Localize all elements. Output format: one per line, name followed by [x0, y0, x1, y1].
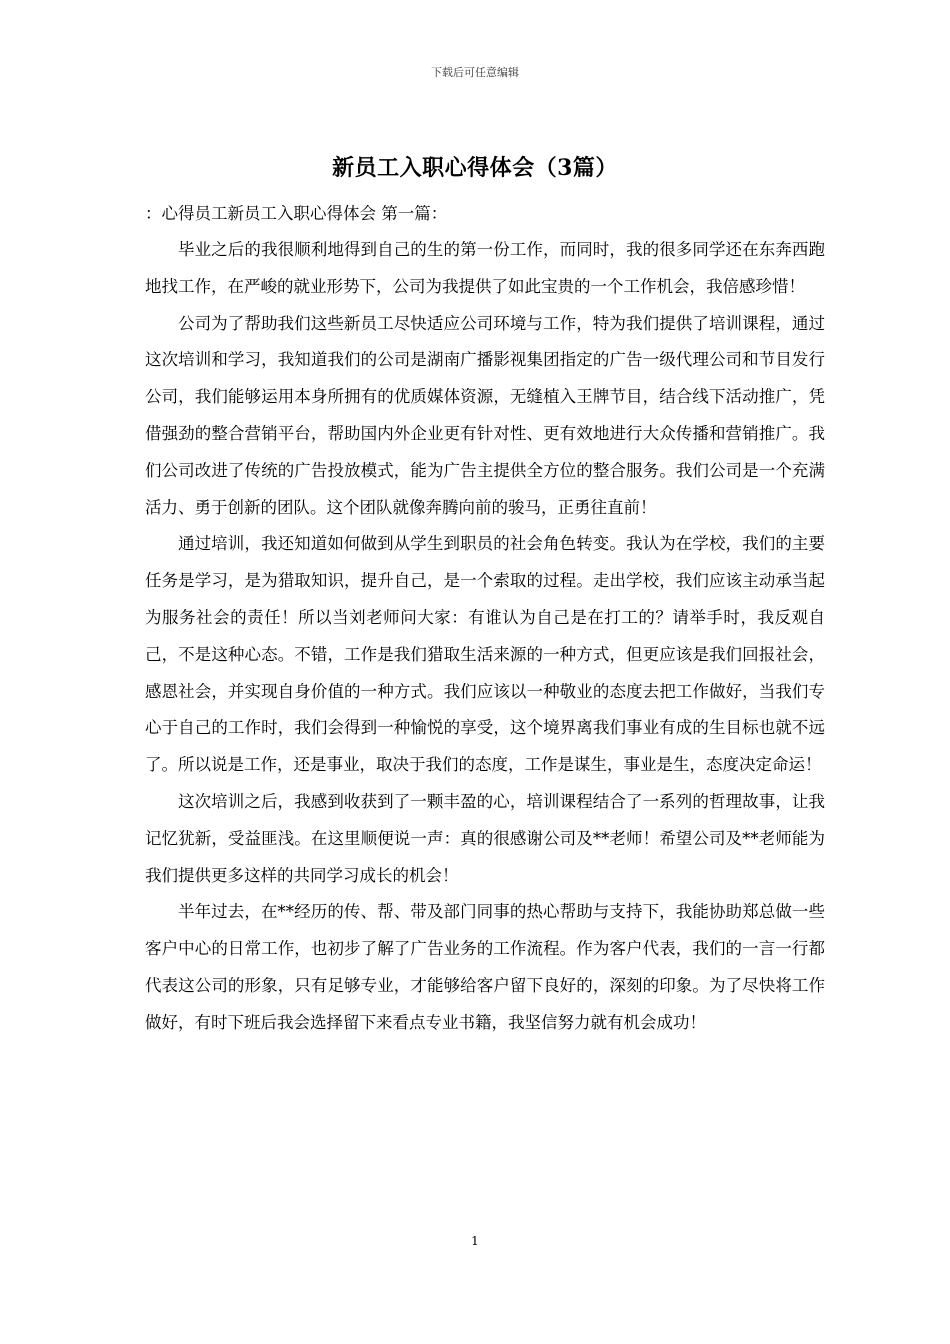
document-title: 新员工入职心得体会（3篇）	[332, 155, 618, 181]
paragraph-3: 通过培训，我还知道如何做到从学生到职员的社会角色转变。我认为在学校，我们的主要任务是学习，是为猎取知识，提升自己，是一个索取的过程。走出学校，我们应该主动承当起为服务社会的责任！所以当刘老师问大家：有谁认为自己是在打工的？请举手时，我反观自己，不是这种心态。不错，工作是我们猎取生活来源的一种方式，但更应该是我们回报社会，感恩社会，并实现自身价值的一种方式。我们应该以一种敬业的态度去把工作做好，当我们专心于自己的工作时，我们会得到一种愉悦的享受，这个境界离我们事业有成的生目标也就不远了。所以说是工作，还是事业，取决于我们的态度，工作是谋生，事业是生，态度决定命运！	[145, 534, 825, 775]
paragraph-2: 公司为了帮助我们这些新员工尽快适应公司环境与工作，特为我们提供了培训课程，通过这次培训和学习，我知道我们的公司是湖南广播影视集团指定的广告一级代理公司和节目发行公司，我们能够运用本身所拥有的优质媒体资源，无缝植入王牌节目，结合线下活动推广，凭借强劲的整合营销平台，帮助国内外企业更有针对性、更有效地进行大众传播和营销推广。我们公司改进了传统的广告投放模式，能为广告主提供全方位的整合服务。我们公司是一个充满活力、勇于创新的团队。这个团队就像奔腾向前的骏马，正勇往直前！	[145, 313, 825, 517]
paragraph-1: 毕业之后的我很顺利地得到自己的生的第一份工作，而同时，我的很多同学还在东奔西跑地找工作，在严峻的就业形势下，公司为我提供了如此宝贵的一个工作机会，我倍感珍惜！	[145, 240, 825, 296]
page-number: 1	[471, 1234, 479, 1248]
document-body	[145, 196, 825, 1042]
paragraph-4: 这次培训之后，我感到收获到了一颗丰盈的心，培训课程结合了一系列的哲理故事，让我记忆犹新，受益匪浅。在这里顺便说一声：真的很感谢公司及**老师！希望公司及**老师能为我们提供更多这样的共同学习成长的机会！	[145, 791, 825, 885]
intro-line: ：心得员工新员工入职心得体会 第一篇：	[145, 204, 448, 223]
paragraph-5: 半年过去，在**经历的传、帮、带及部门同事的热心帮助与支持下，我能协助郑总做一些客户中心的日常工作，也初步了解了广告业务的工作流程。作为客户代表，我们的一言一行都代表这公司的形象，只有足够专业，才能够给客户留下良好的，深刻的印象。为了尽快将工作做好，有时下班后我会选择留下来看点专业书籍，我坚信努力就有机会成功！	[145, 902, 825, 1032]
page-header-note: 下载后可任意编辑	[431, 66, 519, 79]
